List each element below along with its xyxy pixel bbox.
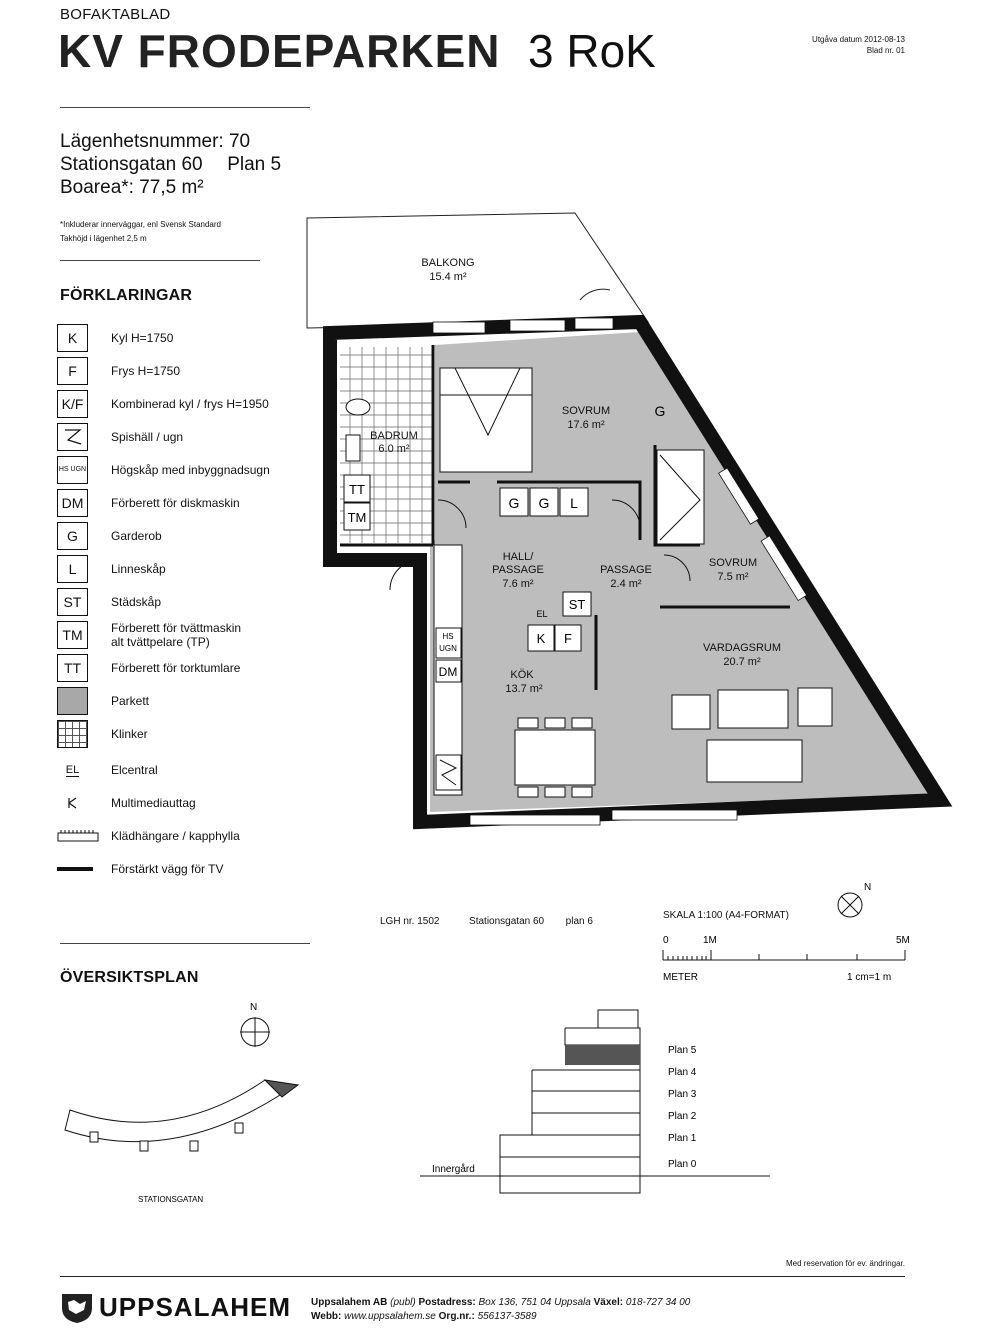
post-address: Box 136, 751 04 Uppsala — [478, 1297, 591, 1308]
room-name: BADRUM — [370, 430, 418, 442]
dining-table — [515, 718, 595, 797]
stadskap-symbol: ST — [57, 588, 88, 616]
footer-contact — [311, 1296, 690, 1324]
kyl-symbol: K — [57, 324, 88, 352]
legend-item — [57, 756, 317, 786]
overview-site-plan — [50, 995, 320, 1210]
frys-symbol: F — [57, 357, 88, 385]
footer-line-1 — [311, 1296, 690, 1310]
room-name: VARDAGSRUM — [702, 642, 782, 654]
tv-wall-icon — [57, 855, 93, 883]
fixture-hs: HS — [442, 632, 454, 641]
legend-title: FÖRKLARINGAR — [60, 287, 193, 304]
north-arrow-icon — [240, 1002, 270, 1047]
legend-label: Städskåp — [111, 595, 162, 609]
scale-title: SKALA 1:100 (A4-FORMAT) — [663, 910, 789, 921]
room-name: KÖK — [510, 669, 534, 681]
legend-item — [57, 720, 317, 750]
svg-text:Plan 3: Plan 3 — [668, 1089, 697, 1100]
fixture-g: G — [508, 495, 520, 511]
note-standard: *Inkluderar innerväggar, enl Svensk Standard — [60, 220, 221, 229]
room-name: PASSAGE — [492, 564, 544, 576]
fixture-tt: TT — [349, 482, 365, 497]
legend-label: Förberett för torktumlare — [111, 661, 241, 675]
section-label: Innergård — [432, 1164, 475, 1175]
property-title: KV FRODEPARKEN — [58, 25, 501, 77]
symbol-text: EL — [65, 763, 80, 776]
apartment-number: Lägenhetsnummer: 70 — [60, 131, 251, 152]
plan-floor: plan 6 — [565, 916, 593, 927]
fixture-ugn: UGN — [439, 644, 457, 653]
legend-label: Förberett för diskmaskin — [111, 496, 240, 510]
phone-number: 018-727 34 00 — [625, 1297, 691, 1308]
svg-text:Plan 0: Plan 0 — [668, 1159, 697, 1170]
company-suffix: (publ) — [390, 1297, 416, 1308]
room-name: BALKONG — [421, 257, 475, 269]
post-label: Postadress: — [418, 1297, 476, 1308]
legend-item — [57, 588, 317, 618]
room-area: 13.7 m² — [505, 683, 543, 695]
legend-label — [111, 621, 241, 649]
fixture-tm: TM — [347, 510, 367, 525]
room-area: 2.4 m² — [610, 578, 642, 590]
scale-one: 1M — [703, 935, 717, 946]
room-name: PASSAGE — [600, 564, 652, 576]
linneskap-symbol: L — [57, 555, 88, 583]
legend-item — [57, 357, 317, 387]
floor: Plan 5 — [227, 154, 282, 175]
overview-title: ÖVERSIKTSPLAN — [60, 969, 199, 986]
legend-label: Förstärkt vägg för TV — [111, 862, 224, 876]
fixture-l: L — [570, 495, 578, 511]
brand-name: UPPSALAHEM — [99, 1292, 292, 1322]
note-ceiling: Takhöjd i lägenhet 2,5 m — [60, 234, 147, 243]
legend-item — [57, 621, 317, 651]
garderob-symbol: G — [57, 522, 88, 550]
legend-item — [57, 822, 317, 852]
fixture-dm: DM — [438, 665, 458, 679]
parkett-swatch — [57, 687, 88, 715]
legend-item — [57, 456, 317, 486]
room-area: 7.5 m² — [717, 571, 749, 583]
balcony-outline — [307, 213, 648, 328]
org-number: 556137-3589 — [477, 1311, 537, 1322]
legend-item — [57, 555, 317, 585]
plan-street: Stationsgatan 60 — [469, 916, 545, 927]
living-area: Boarea*: 77,5 m² — [60, 177, 204, 198]
scale-five: 5M — [896, 935, 910, 946]
room-area: 15.4 m² — [429, 271, 467, 283]
divider — [60, 260, 260, 261]
svg-text:Plan 1: Plan 1 — [668, 1133, 697, 1144]
legend-label: Linneskåp — [111, 562, 166, 576]
svg-text:Plan 5: Plan 5 — [668, 1045, 697, 1056]
legend-item — [57, 687, 317, 717]
floor-plan — [280, 205, 960, 845]
bed-2 — [657, 450, 704, 544]
legend-item — [57, 789, 317, 819]
section-highlight — [565, 1045, 640, 1065]
reservation-note: Med reservation för ev. ändringar. — [785, 1259, 905, 1268]
fixture-el: EL — [536, 609, 548, 619]
building-section — [420, 1000, 780, 1210]
symbol-text: HS UGN — [58, 466, 87, 473]
stove-icon — [57, 423, 88, 451]
company-name: Uppsalahem AB — [311, 1297, 388, 1308]
legend-item — [57, 390, 317, 420]
fixture-f: F — [564, 631, 572, 646]
svg-text:Plan 2: Plan 2 — [668, 1111, 697, 1122]
legend-item — [57, 423, 317, 453]
legend-label: Klädhängare / kapphylla — [111, 829, 240, 843]
scale-ratio: 1 cm=1 m — [847, 972, 892, 983]
scale-zero: 0 — [663, 935, 669, 946]
elcentral-icon — [57, 756, 88, 784]
hs-ugn-symbol — [57, 456, 88, 484]
room-name: SOVRUM — [708, 557, 758, 569]
org-label: Org.nr.: — [438, 1311, 475, 1322]
address-line — [60, 153, 281, 176]
apartment-info — [60, 130, 281, 199]
fixture-g: G — [654, 403, 666, 419]
street-label: STATIONSGATAN — [138, 1195, 204, 1204]
document-kicker: BOFAKTABLAD — [60, 6, 171, 23]
room-area: 20.7 m² — [723, 656, 761, 668]
room-area: 6.0 m² — [378, 443, 410, 455]
legend-item — [57, 855, 317, 885]
legend-label: Parkett — [111, 694, 150, 708]
legend-label-line: alt tvättpelare (TP) — [111, 635, 210, 649]
apartment-type: 3 RoK — [528, 25, 656, 77]
legend-label: Spishäll / ugn — [111, 430, 184, 444]
phone-label: Växel: — [593, 1297, 624, 1308]
area-note — [60, 218, 221, 246]
legend-label: Kombinerad kyl / frys H=1950 — [111, 397, 269, 411]
room-area: 7.6 m² — [502, 578, 534, 590]
legend-label: Kyl H=1750 — [111, 331, 174, 345]
room-name: SOVRUM — [561, 405, 611, 417]
room-name: HALL/ — [502, 551, 534, 563]
legend-item — [57, 489, 317, 519]
divider — [60, 943, 310, 944]
room-area: 17.6 m² — [567, 419, 605, 431]
footer-divider — [60, 1276, 905, 1277]
lgh-number: LGH nr. 1502 — [380, 916, 440, 927]
tt-symbol: TT — [57, 654, 88, 682]
fixture-k: K — [536, 631, 546, 646]
street: Stationsgatan 60 — [60, 154, 203, 175]
legend-label: Multimediauttag — [111, 796, 196, 810]
footer-line-2 — [311, 1310, 690, 1324]
fixture-st: ST — [568, 597, 586, 612]
floor-labels — [668, 1045, 697, 1170]
legend-label: Frys H=1750 — [111, 364, 181, 378]
fixture-g: G — [538, 495, 550, 511]
issue-meta — [812, 34, 905, 56]
scale-bar — [640, 880, 920, 990]
web-label: Webb: — [311, 1311, 342, 1322]
clothes-rail-icon — [57, 822, 101, 850]
legend-label-line: Förberett för tvättmaskin — [111, 621, 242, 635]
north-arrow-icon — [838, 882, 871, 917]
overview-north-label: N — [250, 1002, 258, 1013]
dm-symbol: DM — [57, 489, 88, 517]
web-link[interactable]: www.uppsalahem.se — [344, 1311, 436, 1322]
svg-text:Plan 4: Plan 4 — [668, 1067, 697, 1078]
issue-date: Utgåva datum 2012-08-13 — [812, 35, 905, 44]
legend-label: Klinker — [111, 727, 148, 741]
plan-info-line — [380, 916, 593, 927]
uppsalahem-logo-icon — [60, 1292, 94, 1324]
divider — [60, 107, 310, 108]
north-label: N — [864, 882, 872, 893]
legend-item — [57, 324, 317, 354]
legend-item — [57, 522, 317, 552]
legend-label: Garderob — [111, 529, 162, 543]
legend-label: Elcentral — [111, 763, 158, 777]
bed-1 — [440, 368, 532, 472]
scale-unit: METER — [663, 972, 698, 983]
tm-symbol: TM — [57, 621, 88, 649]
klinker-swatch — [57, 720, 88, 748]
kyl-frys-symbol: K/F — [57, 390, 88, 418]
legend-label: Högskåp med inbyggnadsugn — [111, 463, 270, 477]
multimedia-outlet-icon — [57, 789, 88, 817]
sheet-number: Blad nr. 01 — [866, 46, 905, 55]
legend-item — [57, 654, 317, 684]
